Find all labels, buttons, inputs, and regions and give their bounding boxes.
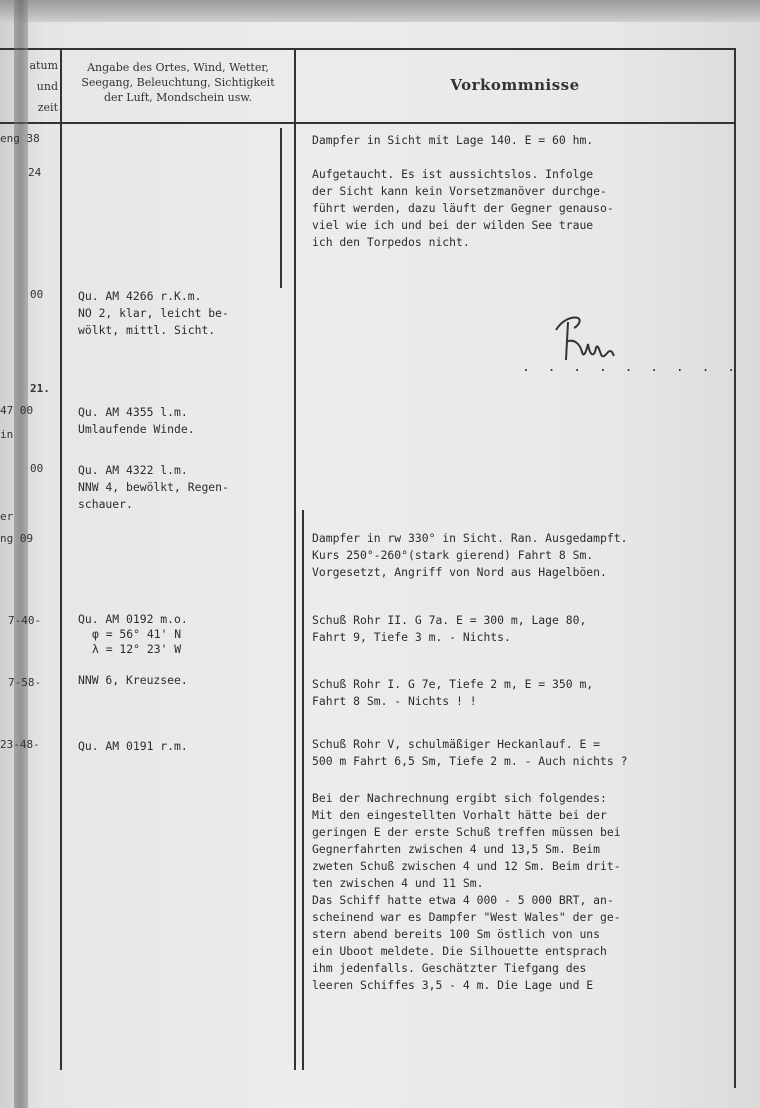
event-entry: Aufgetaucht. Es ist aussichtslos. Infolge der Sicht kann kein Vorsetzmanöver durchge- führt werden, dazu läuft der Gegner genauso- viel wie ich und bei der wilden See traue ich den Torpedos nicht. [312,167,614,249]
header-top-rule [0,48,736,50]
location-entry: Qu. AM 4355 l.m. Umlaufende Winde. [78,405,195,436]
time-fragment: ng 09 [0,532,34,545]
location-entry: NNW 6, Kreuzsee. [78,673,188,687]
scan-top-shadow [0,0,760,22]
margin-mark-2 [302,510,304,1070]
binding-shadow [14,0,28,1108]
time-fragment: 7-58- [8,676,42,689]
location-entry: Qu. AM 0192 m.o. φ = 56° 41' N λ = 12° 23' W [78,612,188,656]
header-bottom-rule [0,122,736,124]
column-divider-2 [294,48,296,1070]
right-border [734,48,736,1088]
event-entry: Dampfer in Sicht mit Lage 140. E = 60 hm. [312,133,594,147]
event-entry: Schuß Rohr V, schulmäßiger Heckanlauf. E = 500 m Fahrt 6,5 Sm, Tiefe 2 m. - Auch nichts ? [312,737,628,768]
signature-dots: . . . . . . . . . [522,360,741,375]
time-fragment: 00 [30,462,44,475]
time-fragment: 24 [28,166,42,179]
event-entry: Schuß Rohr I. G 7e, Tiefe 2 m, E = 350 m, Fahrt 8 Sm. - Nichts ! ! [312,677,594,708]
time-fragment: 47 00 [0,404,34,417]
location-entry: Qu. AM 4266 r.K.m. NO 2, klar, leicht be- wölkt, mittl. Sicht. [78,289,229,337]
time-fragment: 00 [30,288,44,301]
time-fragment: er [0,510,14,523]
header-left-fragment: atum und zeit [29,59,58,114]
date-fragment: 21. [30,382,50,395]
location-entry: Qu. AM 4322 l.m. NNW 4, bewölkt, Regen- schauer. [78,463,229,511]
column-divider-1 [60,48,62,1070]
event-entry: Schuß Rohr II. G 7a. E = 300 m, Lage 80, Fahrt 9, Tiefe 3 m. - Nichts. [312,613,587,644]
location-entry: Qu. AM 0191 r.m. [78,739,188,753]
time-fragment: in [0,428,14,441]
time-fragment: 7-40- [8,614,42,627]
event-entry: Bei der Nachrechnung ergibt sich folgendes: Mit den eingestellten Vorhalt hätte bei der geringen E der erste Schuß treffen müssen bei Gegnerfahrten zwischen 4 und 13,5 Sm. Beim zweten Schuß zwischen 4 und 12 Sm. Beim drit- ten zwischen 4 und 11 Sm. Das Schiff hatte etwa 4 000 - 5 000 BRT, an- scheinend war es Dampfer "West Wales" der ge- stern abend bereits 100 Sm östlich von uns ein Uboot meldete. Die Silhouette entsprach ihm jedenfalls. Geschätzter Tiefgang des leeren Schiffes 3,5 - 4 m. Die Lage und E [312,791,621,992]
margin-mark-1 [280,128,282,288]
handwritten-signature-icon [548,308,638,368]
header-location-column: Angabe des Ortes, Wind, Wetter, Seegang, Beleuchtung, Sichtigkeit der Luft, Mondschein usw. [81,61,275,104]
time-fragment: 23-48- [0,738,40,751]
header-events-column: Vorkommnisse [450,76,580,94]
time-fragment: eng 38 [0,132,40,145]
event-entry: Dampfer in rw 330° in Sicht. Ran. Ausgedampft. Kurs 250°-260°(stark gierend) Fahrt 8 Sm. Vorgesetzt, Angriff von Nord aus Hagelböen. [312,531,628,579]
